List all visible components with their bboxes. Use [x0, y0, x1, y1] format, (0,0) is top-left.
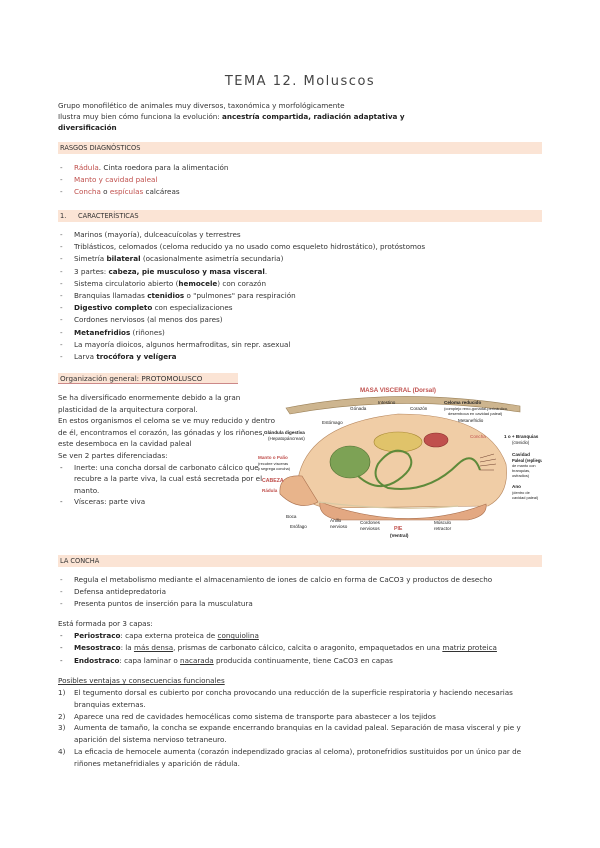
- capa-text: : capa laminar o: [119, 655, 181, 665]
- list-item: [58, 642, 542, 654]
- protomollusc-diagram: [258, 384, 542, 544]
- capa-text: : la: [120, 643, 134, 653]
- capa-text: : capa externa proteica de: [120, 631, 218, 641]
- capa-name: Periostraco: [74, 631, 121, 641]
- rasgo-text: calcáreas: [143, 187, 180, 197]
- list-item: [58, 302, 542, 314]
- caracteristicas-list: [58, 229, 542, 363]
- intro-line-3: [58, 122, 542, 133]
- intro-line-3-bold: diversificación: [58, 123, 117, 133]
- item-bold: Digestivo completo: [74, 303, 153, 313]
- label-cordones-2: nerviosos: [360, 526, 380, 531]
- label-cabeza: CABEZA: [262, 478, 284, 484]
- item-bold: bilateral: [106, 254, 141, 264]
- list-item: - Vísceras: parte viva: [58, 496, 278, 508]
- label-celoma-1: Celoma reducido: [444, 400, 482, 405]
- list-item: [58, 630, 542, 642]
- list-item: [58, 746, 542, 770]
- list-item: [58, 722, 542, 746]
- item-bold: cabeza, pie musculoso y masa visceral: [108, 266, 265, 276]
- item-text: .: [264, 266, 268, 276]
- label-ano-2: (dentro de: [512, 490, 530, 495]
- page-title: TEMA 12. Moluscos: [224, 74, 376, 89]
- item-text: Larva: [74, 351, 97, 361]
- label-ano-1: Ano: [512, 484, 521, 489]
- label-intestino: Intestino: [378, 400, 396, 405]
- capa-text: , prismas de carbonato cálcico, calcita o aragonito, empaquetados en una: [173, 643, 443, 653]
- proto-list: [58, 462, 278, 508]
- label-ano-3: cavidad paleal): [512, 495, 539, 500]
- capas-intro: Está formada por 3 capas:: [58, 619, 153, 628]
- item-text: 3 partes:: [74, 266, 109, 276]
- rasgo-highlight: Concha: [74, 187, 101, 197]
- label-esofago: Esófago: [290, 524, 307, 529]
- list-item: [58, 266, 542, 278]
- item-text: Cordones nerviosos (al menos dos pares): [74, 315, 223, 325]
- rasgo-highlight: Manto y cavidad paleal: [74, 175, 158, 185]
- capa-text: producida continuamente, tiene CaCO3 en capas: [213, 655, 393, 665]
- ventajas-heading: Posibles ventajas y consecuencias funcionales: [58, 676, 225, 685]
- list-item: [58, 186, 542, 198]
- label-pie-2: (Ventral): [390, 533, 409, 538]
- rasgos-list: [58, 162, 542, 199]
- label-cavidad-2: Paleal (repliegue: [512, 458, 542, 463]
- concha-heading: LA CONCHA: [58, 555, 542, 567]
- rasgos-heading: RASGOS DIAGNÓSTICOS: [58, 142, 542, 154]
- item-text: Simetría: [74, 254, 107, 264]
- label-manto-3: y segrega concha): [258, 466, 291, 471]
- intro-line-2: [58, 111, 542, 122]
- label-anillo-1: Anillo: [330, 518, 342, 523]
- item-text: Triblásticos, celomados (celoma reducido ya no usado como esqueleto hidrostático), protóstomos: [74, 242, 426, 252]
- item-text: Aparece una red de cavidades hemocélicas como sistema de transporte para abastecer a los tejidos: [74, 711, 436, 721]
- capas-list: [58, 630, 542, 667]
- list-item: [58, 241, 542, 253]
- proto-paragraph-3: Se ven 2 partes diferenciadas:: [58, 450, 168, 460]
- item-number: 1): [58, 688, 66, 697]
- label-musculo-2: retractor: [434, 526, 452, 531]
- section-number: 1.: [60, 212, 67, 220]
- list-item: [58, 351, 542, 363]
- capa-underlined: conquiolina: [217, 631, 259, 641]
- list-item: [58, 229, 542, 241]
- caracteristicas-heading: [58, 210, 542, 222]
- item-bold: ctenidios: [147, 290, 185, 300]
- section-heading-text: CARACTERÍSTICAS: [78, 212, 139, 220]
- diagram-title: MASA VISCERAL (Dorsal): [360, 387, 436, 394]
- list-item: [58, 174, 542, 186]
- proto-paragraph-1: Se ha diversificado enormemente debido a la gran plasticidad de la arquitectura corporal.: [58, 393, 241, 414]
- label-glandula-1: Glándula digestiva: [264, 430, 305, 435]
- item-bold: Metanefridios: [74, 327, 131, 337]
- item-number: 4): [58, 746, 66, 756]
- heart-shape: [424, 433, 448, 447]
- concha-list: [58, 574, 542, 611]
- intro-line-1: Grupo monofilético de animales muy diversos, taxonómica y morfológicamente: [58, 101, 345, 110]
- capa-underlined: más densa: [133, 643, 174, 653]
- ventajas-block: [58, 675, 542, 770]
- item-text: Marinos (mayoría), dulceacuícolas y terrestres: [74, 230, 241, 239]
- item-number: 2): [58, 711, 66, 721]
- label-glandula-2: (Hepatopáncreas): [268, 436, 305, 441]
- list-item: [58, 290, 542, 302]
- label-anillo-2: nervioso: [330, 524, 348, 529]
- item-number: 3): [58, 723, 66, 733]
- capa-name: Endostraco: [74, 655, 120, 665]
- label-cordones-1: Cordones: [360, 520, 380, 525]
- list-item: - Regula el metabolismo mediante el almacenamiento de iones de calcio en forma de CaCO3 y productos de desecho: [58, 574, 542, 586]
- intro-line-2-text: Ilustra muy bien cómo funciona la evolución:: [58, 112, 222, 122]
- item-text: (ocasionalmente asimetría secundaria): [140, 254, 284, 264]
- protomolusco-text: [58, 392, 278, 508]
- item-text: Branquias llamadas: [74, 290, 148, 300]
- label-cavidad-4: branquias,: [512, 468, 531, 473]
- label-corazon: Corazón: [410, 406, 428, 411]
- item-text: ) con corazón: [217, 278, 267, 288]
- item-text: o "pulmones" para respiración: [184, 290, 296, 300]
- capa-underlined: matriz proteica: [442, 643, 497, 653]
- list-item: [58, 278, 542, 290]
- label-manto-1: Manto o Palio: [258, 455, 288, 460]
- label-branquias-1: 1 o + Branquias: [504, 434, 539, 439]
- item-text: (riñones): [130, 327, 165, 337]
- digestive-gland-shape: [330, 446, 370, 478]
- label-concha: Concha: [470, 434, 486, 439]
- list-item: [58, 687, 542, 711]
- capa-name: Mesostraco: [74, 643, 121, 653]
- item-text: La eficacia de hemocele aumenta (corazón independizado gracias al celoma), protonefridios sustituidos por un único par de riñones metanefridiales y aparición de rádula.: [74, 746, 522, 768]
- label-estomago: Estómago: [322, 420, 343, 425]
- protomollusc-illustration: [258, 384, 542, 544]
- list-item: [58, 327, 542, 339]
- ventajas-list: [58, 687, 542, 770]
- label-boca: Boca: [286, 514, 297, 519]
- capa-underlined: nacarada: [180, 655, 214, 665]
- intro-line-2-bold: ancestría compartida, radiación adaptativa y: [221, 112, 405, 122]
- label-cavidad-3: de manto con: [512, 463, 536, 468]
- list-item: [58, 339, 542, 351]
- label-pie-1: PIE: [394, 526, 403, 532]
- label-gonada: Gónada: [350, 406, 367, 411]
- label-branquias-2: (ctenidio): [512, 440, 530, 445]
- item-bold: hemocele: [178, 278, 218, 288]
- item-text: Aumenta de tamaño, la concha se expande encerrando branquias en la cavidad paleal. Separación de masa visceral y pie y aparición del sistema nervioso tetraneuro.: [74, 723, 521, 745]
- capas-block: [58, 618, 542, 667]
- list-item: [58, 253, 542, 265]
- label-radula: Rádula: [262, 488, 278, 493]
- rasgo-text: o: [100, 187, 110, 197]
- proto-paragraph-2: En estos organismos el celoma se ve muy reducido y dentro de él, encontramos el corazón, las gónadas y los riñones, este desemboca en la cavidad paleal: [58, 416, 275, 449]
- list-item: - Inerte: una concha dorsal de carbonato cálcico que recubre a la parte viva, la cual está secretada por el manto.: [58, 462, 278, 497]
- item-bold: trocófora y velígera: [96, 351, 177, 361]
- list-item: [58, 162, 542, 174]
- list-item: [58, 655, 542, 667]
- label-celoma-3: desemboca en cavidad paleal): [448, 411, 503, 416]
- gonad-shape: [374, 432, 422, 452]
- list-item: [58, 711, 542, 723]
- label-cavidad-1: Cavidad: [512, 452, 530, 457]
- item-text: con especializaciones: [152, 303, 233, 313]
- item-text: El tegumento dorsal es cubierto por concha provocando una reducción de la superficie respiratoria y haciendo necesarias branquias externas.: [74, 688, 513, 709]
- label-manto-2: (recubre vísceras: [258, 461, 289, 466]
- label-cavidad-5: osfradios): [512, 473, 530, 478]
- item-text: Sistema circulatorio abierto (: [74, 278, 179, 288]
- rasgo-highlight: Rádula: [74, 163, 99, 172]
- list-item: [58, 314, 542, 326]
- item-text: La mayoría dioicos, algunos hermafroditas, sin repr. asexual: [74, 339, 291, 349]
- rasgo-text: . Cinta roedora para la alimentación: [98, 163, 229, 172]
- intro-paragraph: [58, 100, 542, 133]
- label-celoma-2: (complejo reno-gonadal-pericárdico,: [444, 406, 509, 411]
- rasgo-highlight: espículas: [109, 187, 144, 197]
- label-musculo-1: Músculo: [434, 520, 452, 525]
- list-item: - Defensa antidepredatoria: [58, 586, 542, 598]
- list-item: - Presenta puntos de inserción para la musculatura: [58, 598, 542, 610]
- protomolusco-heading: Organización general: PROTOMOLUSCO: [58, 373, 238, 384]
- label-metanefridio: Metanefridio: [458, 418, 484, 423]
